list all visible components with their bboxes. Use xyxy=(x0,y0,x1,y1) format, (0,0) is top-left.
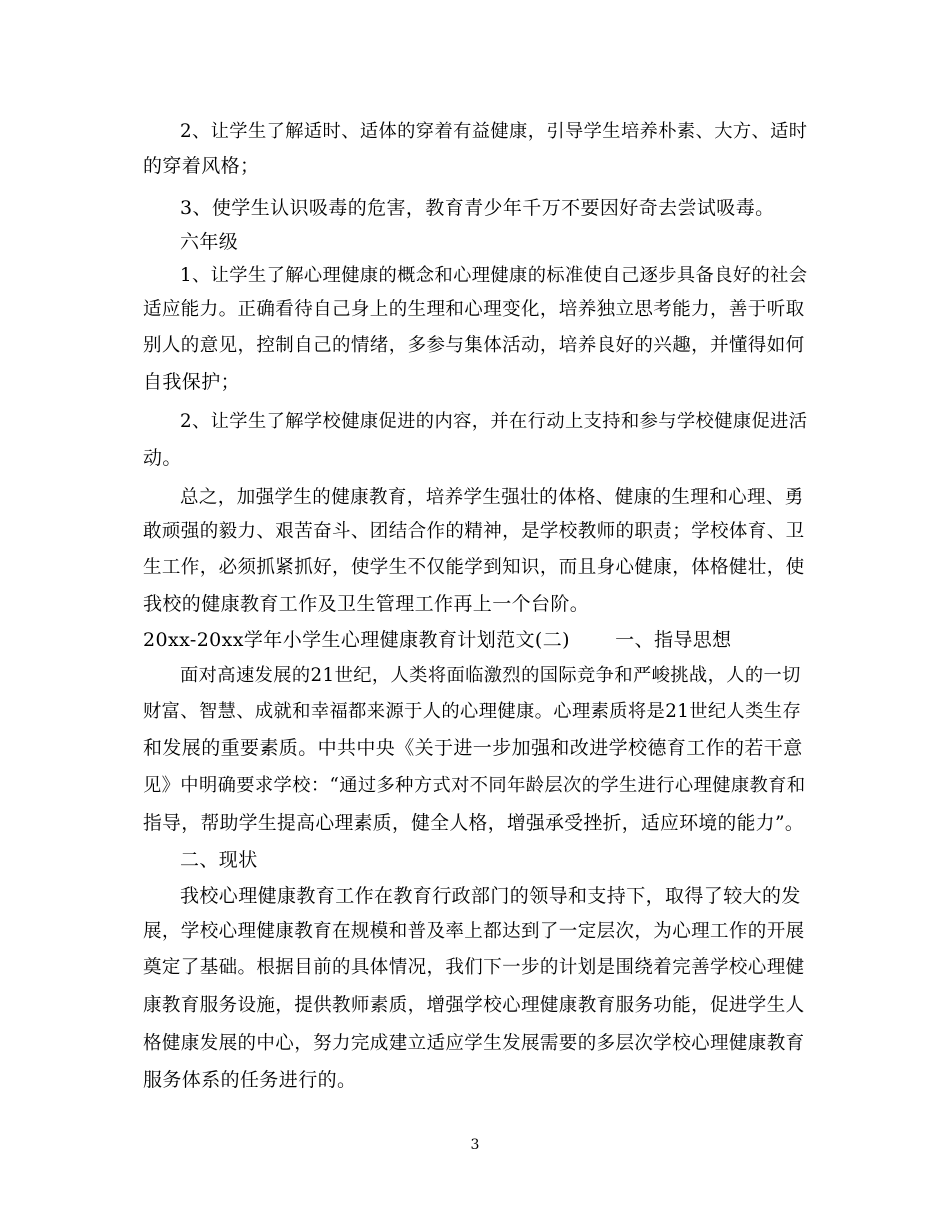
text-line: 动。 xyxy=(143,447,182,469)
text-line: 2、让学生了解学校健康促进的内容，并在行动上支持和参与学校健康促进活 xyxy=(180,411,808,432)
text-line: 适应能力。正确看待自己身上的生理和心理变化，培养独立思考能力，善于听取 xyxy=(143,299,805,320)
text-line: 1、让学生了解心理健康的概念和心理健康的标准使自己逐步具备良好的社会 xyxy=(180,265,808,286)
text-line: 的穿着风格； xyxy=(143,155,260,177)
text-line: 面对高速发展的21世纪，人类将面临激烈的国际竞争和严峻挑战，人的一切 xyxy=(180,665,801,686)
document-title-line: 20xx-20xx学年小学生心理健康教育计划范文(二) 一、指导思想 xyxy=(143,629,732,651)
text-line: 奠定了基础。根据目前的具体情况，我们下一步的计划是围绕着完善学校心理健 xyxy=(143,957,805,978)
text-line: 总之，加强学生的健康教育，培养学生强壮的体格、健康的生理和心理、勇 xyxy=(180,487,804,508)
text-line: 指导，帮助学生提高心理素质，健全人格，增强承受挫折，适应环境的能力”。 xyxy=(143,813,805,834)
text-line: 见》中明确要求学校：“通过多种方式对不同年龄层次的学生进行心理健康教育和 xyxy=(143,775,806,796)
text-line: 格健康发展的中心，努力完成建立适应学生发展需要的多层次学校心理健康教育 xyxy=(143,1033,805,1054)
text-line: 展，学校心理健康教育在规模和普及率上都达到了一定层次，为心理工作的开展 xyxy=(143,921,805,942)
text-line: 别人的意见，控制自己的情绪，多参与集体活动，培养良好的兴趣，并懂得如何 xyxy=(143,335,805,356)
text-line: 财富、智慧、成就和幸福都来源于人的心理健康。心理素质将是21世纪人类生存 xyxy=(143,701,802,722)
text-line: 我校的健康教育工作及卫生管理工作再上一个台阶。 xyxy=(143,593,590,615)
section-heading: 六年级 xyxy=(180,231,239,253)
text-line: 服务体系的任务进行的。 xyxy=(143,1069,357,1091)
text-line: 和发展的重要素质。中共中央《关于进一步加强和改进学校德育工作的若干意 xyxy=(143,737,803,759)
text-line: 3、使学生认识吸毒的危害，教育青少年千万不要因好奇去尝试吸毒。 xyxy=(180,197,775,219)
text-line: 敢顽强的毅力、艰苦奋斗、团结合作的精神，是学校教师的职责；学校体育、卫 xyxy=(143,521,805,542)
page-number: 3 xyxy=(470,1137,480,1153)
text-line: 自我保护； xyxy=(143,371,241,393)
text-line: 我校心理健康教育工作在教育行政部门的领导和支持下，取得了较大的发 xyxy=(180,885,801,907)
text-line: 生工作，必须抓紧抓好，使学生不仅能学到知识，而且身心健康，体格健壮，使 xyxy=(143,557,805,578)
text-line: 康教育服务设施，提供教师素质，增强学校心理健康教育服务功能，促进学生人 xyxy=(143,995,805,1016)
section-heading: 二、现状 xyxy=(180,849,258,871)
text-line: 2、让学生了解适时、适体的穿着有益健康，引导学生培养朴素、大方、适时 xyxy=(180,121,808,142)
